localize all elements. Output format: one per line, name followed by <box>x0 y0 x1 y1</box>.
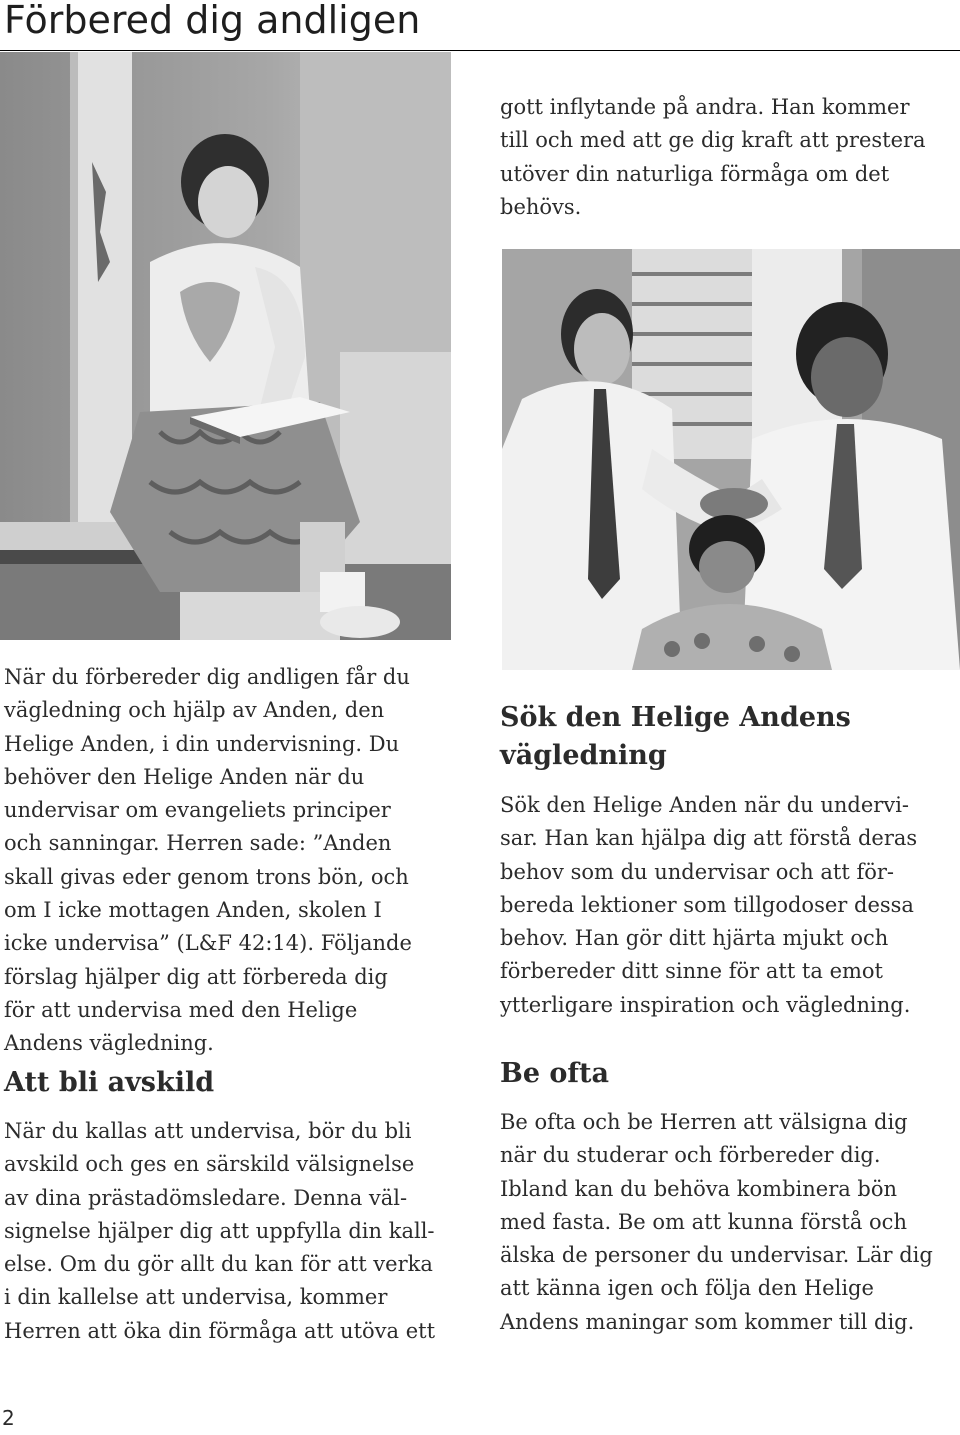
intro-paragraph: När du förbereder dig andligen får du vägledning och hjälp av Anden, den Helige Anden, i din undervisning. Du behöver den Helige Anden när du undervisar om evangeliets principer och sanningar. Herren sade: ”Anden skall givas eder genom trons bön, och om I icke mottagen Anden, skolen I icke undervisa” (L&F 42:14). Följande förslag hjälper dig att förbereda dig för att undervisa med den Helige Andens vägledning. <box>4 665 412 1056</box>
page-title: Förbered dig andligen <box>4 0 421 42</box>
intro-continued-paragraph: gott inflytande på andra. Han kommer till och med att ge dig kraft att prestera utöver din naturliga förmåga om det behövs. <box>500 95 926 219</box>
heading-set-apart: Att bli avskild <box>4 1067 215 1098</box>
pray-often-paragraph: Be ofta och be Herren att välsigna dig när du studerar och förbereder dig. Ibland kan du behöva kombinera bön med fasta. Be om att kunna förstå och älska de personer du undervisar. Lär dig att känna igen och följa den Helige Andens maningar som kommer till dig. <box>500 1110 933 1334</box>
page-number: 2 <box>2 1406 15 1430</box>
seek-spirit-paragraph: Sök den Helige Anden när du undervi- sar. Han kan hjälpa dig att förstå deras behov som du undervisar och att för- bereda lektioner som tillgodoser dessa behov. Han gör ditt hjärta mjukt och förbereder ditt sinne för att ta emot ytterligare inspiration och vägledning. <box>500 793 918 1017</box>
photo-woman-studying <box>0 52 451 640</box>
heading-pray-often: Be ofta <box>500 1058 609 1089</box>
set-apart-paragraph: När du kallas att undervisa, bör du bli avskild och ges en särskild välsignelse av dina prästadömsledare. Denna väl- signelse hjälper dig att uppfylla din kall- else. Om du gör allt du kan för att verka i din kallelse att undervisa, kommer Herren att öka din förmåga att utöva ett <box>4 1119 436 1343</box>
photo-priesthood-blessing <box>502 249 960 670</box>
title-rule <box>0 50 960 51</box>
heading-seek-spirit: Sök den Helige Andens vägledning <box>500 702 851 771</box>
